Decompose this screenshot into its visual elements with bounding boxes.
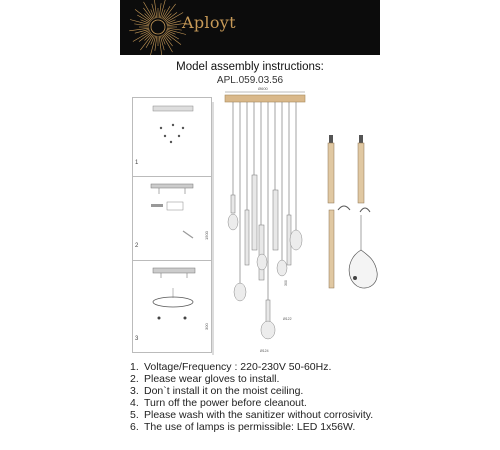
- spec-item: 2. Please wear gloves to install.: [130, 373, 280, 385]
- dimension-a: 300: [284, 280, 288, 286]
- dimension-c: Ø122: [283, 317, 292, 321]
- spec-item: 6. The use of lamps is permissible: LED 1x56W.: [130, 421, 356, 433]
- canopy-dimension: Ø600: [258, 86, 268, 91]
- step-number: 3: [135, 336, 139, 342]
- detail-globe-view: [349, 135, 377, 288]
- lower-dimension: 300: [204, 323, 209, 330]
- specifications-list: [130, 361, 373, 433]
- spec-item: 4. Turn off the power before cleanout.: [130, 397, 307, 409]
- model-code: APL.059.03.56: [216, 75, 284, 86]
- spec-item: 3. Don`t install it on the moist ceiling.: [130, 385, 304, 397]
- step-number: 1: [135, 160, 139, 166]
- spec-item: 5. Please wash with the sanitizer without corrosivity.: [130, 409, 374, 421]
- height-dimension: 1500: [204, 231, 209, 240]
- document-title: Model assembly instructions:: [176, 61, 324, 73]
- spec-item: 1. Voltage/Frequency : 220-230V 50-60Hz.: [130, 361, 332, 373]
- dimension-d: Ø124: [260, 349, 269, 353]
- step-number: 2: [135, 243, 139, 249]
- detail-tube-view: [328, 135, 350, 288]
- brand-name: Aployt: [182, 13, 236, 32]
- ceiling-canopy: [225, 95, 305, 102]
